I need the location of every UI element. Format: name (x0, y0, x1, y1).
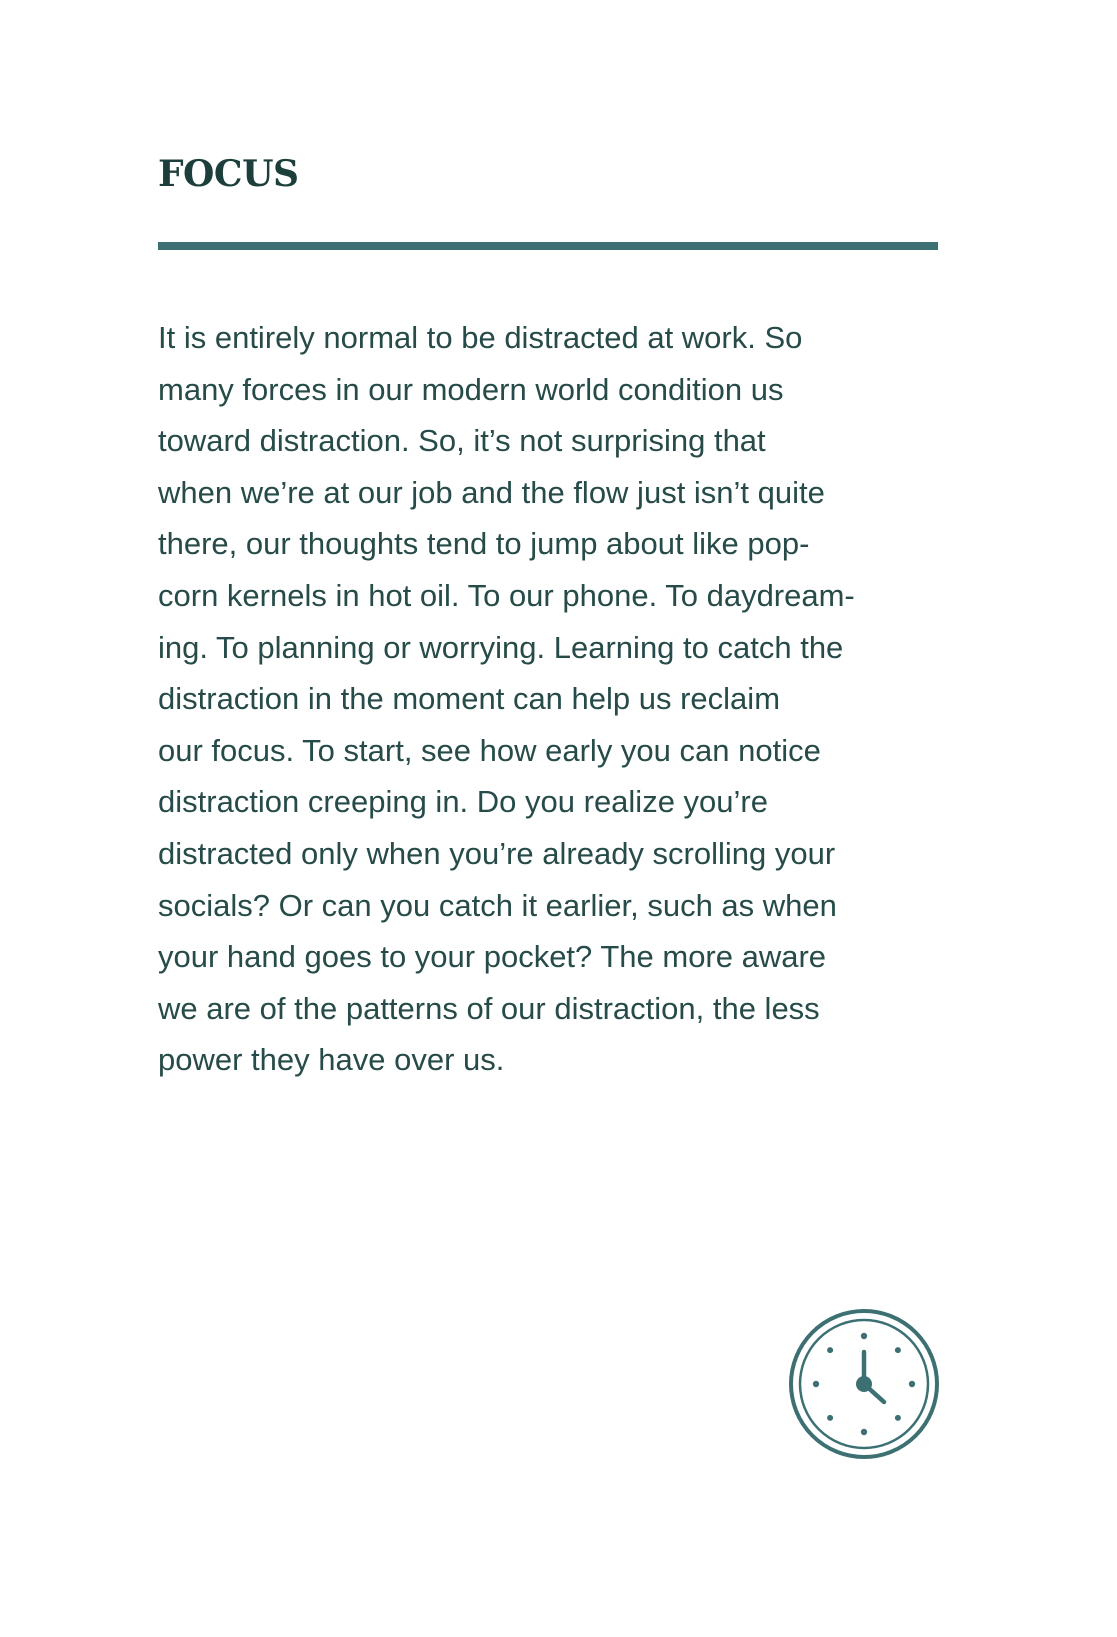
body-line: toward distraction. So, it’s not surprising that (158, 423, 766, 459)
body-line: distracted only when you’re already scrolling your (158, 835, 836, 871)
heading-divider (158, 242, 938, 250)
body-line: socials? Or can you catch it earlier, such as when (158, 887, 837, 923)
body-line: your hand goes to your pocket? The more aware (158, 939, 827, 975)
body-paragraph (158, 312, 958, 1086)
body-line: many forces in our modern world condition us (158, 371, 784, 407)
clock-icon (788, 1308, 940, 1460)
body-line: It is entirely normal to be distracted at work. So (158, 320, 803, 355)
body-line: there, our thoughts tend to jump about like pop- (158, 526, 810, 562)
body-line: corn kernels in hot oil. To our phone. To daydream- (158, 577, 855, 613)
body-line: distraction creeping in. Do you realize you’re (158, 784, 768, 820)
body-line: when we’re at our job and the flow just isn’t quite (158, 474, 825, 510)
body-line: ing. To planning or worrying. Learning to catch the (158, 629, 844, 665)
body-line: we are of the patterns of our distraction, the less (158, 990, 820, 1026)
body-line: our focus. To start, see how early you can notice (158, 732, 821, 768)
page-title: FOCUS (158, 153, 299, 195)
body-line: distraction in the moment can help us reclaim (158, 681, 781, 717)
body-line: power they have over us. (158, 1042, 505, 1078)
